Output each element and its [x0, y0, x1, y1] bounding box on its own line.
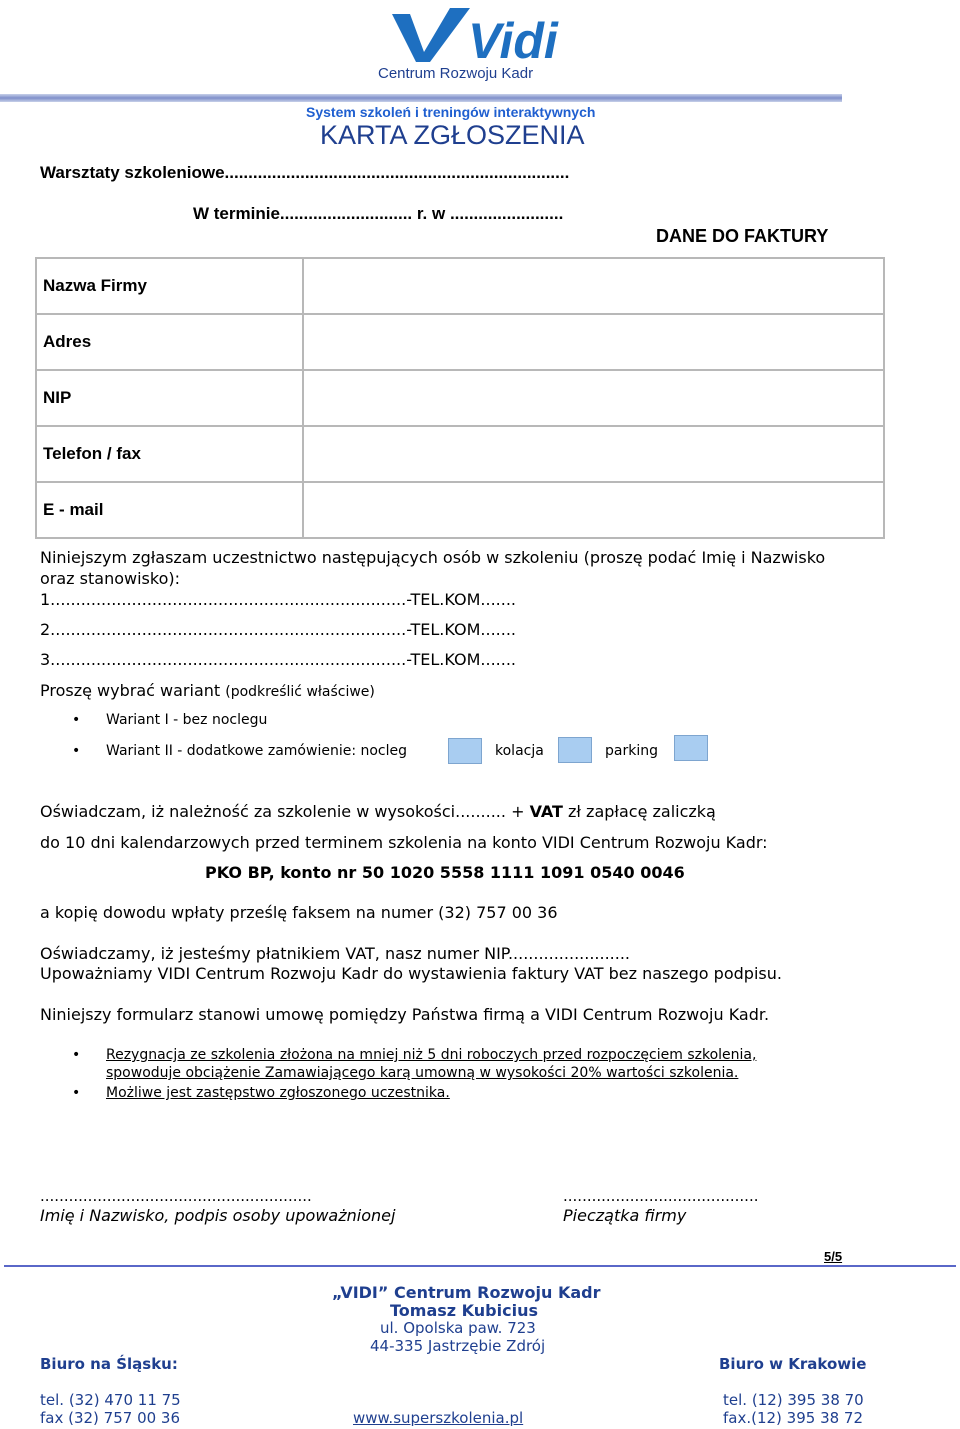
- participant-2-line[interactable]: 2......................................................................-TEL.KOM.......: [40, 620, 516, 639]
- field-label: Nazwa Firmy: [36, 258, 303, 314]
- agreement-note: Niniejszy formularz stanowi umowę pomiędzy Państwa firmą a VIDI Centrum Rozwoju Kadr.: [40, 1005, 770, 1024]
- header-rule: [0, 94, 842, 102]
- vat-statement: Oświadczamy, iż jesteśmy płatnikiem VAT, nasz numer NIP........................: [40, 944, 631, 963]
- footer-company: „VIDI” Centrum Rozwoju Kadr: [332, 1283, 601, 1302]
- footer-right-tel: tel. (12) 395 38 70: [723, 1391, 864, 1409]
- variant-2-option[interactable]: Wariant II - dodatkowe zamówienie: nocleg: [106, 743, 408, 759]
- phone-fax-field[interactable]: [303, 426, 884, 482]
- invoice-title: DANE DO FAKTURY: [656, 226, 829, 246]
- signature-dots[interactable]: .........................................................: [40, 1187, 312, 1205]
- footer-city: 44-335 Jastrzębie Zdrój: [370, 1337, 546, 1355]
- payment-statement-text: Oświadczam, iż należność za szkolenie w wysokości..........: [40, 802, 506, 821]
- footer-left-fax: fax (32) 757 00 36: [40, 1409, 181, 1427]
- table-row: [36, 482, 884, 538]
- payment-statement: [40, 802, 716, 821]
- bullet-icon: •: [72, 1085, 81, 1101]
- payment-plus: +: [511, 802, 530, 821]
- table-row: [36, 370, 884, 426]
- workshops-line: Warsztaty szkoleniowe.........................................................................: [40, 163, 570, 182]
- cancellation-term: Rezygnacja ze szkolenia złożona na mniej niż 5 dni roboczych przed rozpoczęciem szkolenia,: [106, 1047, 757, 1063]
- invoice-authorization: Upoważniamy VIDI Centrum Rozwoju Kadr do wystawienia faktury VAT bez naszego podpisu.: [40, 964, 782, 983]
- field-label: Adres: [36, 314, 303, 370]
- participant-1-line[interactable]: 1......................................................................-TEL.KOM.......: [40, 590, 516, 609]
- address-field[interactable]: [303, 314, 884, 370]
- footer-right-fax: fax.(12) 395 38 72: [723, 1409, 864, 1427]
- vidi-logo: [372, 4, 572, 84]
- table-row: [36, 258, 884, 314]
- bullet-icon: •: [72, 712, 81, 728]
- nip-field[interactable]: [303, 370, 884, 426]
- bank-account: PKO BP, konto nr 50 1020 5558 1111 1091 0540 0046: [205, 863, 685, 882]
- variant-hint: (podkreślić właściwe): [225, 684, 375, 700]
- table-row: [36, 314, 884, 370]
- bullet-icon: •: [72, 743, 81, 759]
- field-label: Telefon / fax: [36, 426, 303, 482]
- payment-deadline: do 10 dni kalendarzowych przed terminem szkolenia na konto VIDI Centrum Rozwoju Kadr:: [40, 833, 768, 852]
- stamp-label: Pieczątka firmy: [563, 1206, 687, 1225]
- kolacja-checkbox[interactable]: [558, 737, 592, 763]
- logo-subtitle: Centrum Rozwoju Kadr: [378, 65, 534, 82]
- footer-rule: [4, 1265, 956, 1267]
- payment-statement-end: zł zapłacę zaliczką: [562, 802, 716, 821]
- registration-text: Niniejszym zgłaszam uczestnictwo następujących osób w szkoleniu (proszę podać Imię i Nazwisko: [40, 548, 826, 567]
- page-number: 5/5: [824, 1249, 843, 1264]
- logo-wordmark: Vidi: [468, 13, 558, 69]
- nocleg-checkbox[interactable]: [448, 738, 482, 764]
- kolacja-label: kolacja: [495, 743, 544, 759]
- table-row: [36, 426, 884, 482]
- variant-prompt-text: Proszę wybrać wariant: [40, 681, 221, 700]
- parking-checkbox[interactable]: [674, 735, 708, 761]
- field-label: NIP: [36, 370, 303, 426]
- footer-left-tel: tel. (32) 470 11 75: [40, 1391, 181, 1409]
- cancellation-term-cont: spowoduje obciążenie Zamawiającego karą umowną w wysokości 20% wartości szkolenia.: [106, 1065, 739, 1081]
- variant-1-option[interactable]: Wariant I - bez noclegu: [106, 712, 268, 728]
- field-label: E - mail: [36, 482, 303, 538]
- registration-text-cont: oraz stanowisko):: [40, 569, 180, 588]
- footer-website-link[interactable]: www.superszkolenia.pl: [353, 1409, 524, 1427]
- stamp-dots[interactable]: .........................................: [563, 1187, 759, 1205]
- bullet-icon: •: [72, 1047, 81, 1063]
- signature-label: Imię i Nazwisko, podpis osoby upoważnionej: [40, 1206, 396, 1225]
- fax-copy-note: a kopię dowodu wpłaty prześlę faksem na numer (32) 757 00 36: [40, 903, 558, 922]
- footer-person: Tomasz Kubicius: [390, 1301, 538, 1320]
- email-field[interactable]: [303, 482, 884, 538]
- company-name-field[interactable]: [303, 258, 884, 314]
- variant-prompt: [40, 681, 375, 700]
- footer-right-office: Biuro w Krakowie: [719, 1355, 867, 1373]
- date-line: W terminie............................ r. w ........................: [193, 204, 564, 223]
- parking-label: parking: [605, 743, 658, 759]
- page-title: KARTA ZGŁOSZENIA: [320, 120, 585, 150]
- invoice-data-table: [35, 257, 885, 539]
- substitution-term: Możliwe jest zastępstwo zgłoszonego uczestnika.: [106, 1085, 450, 1101]
- participant-3-line[interactable]: 3......................................................................-TEL.KOM.......: [40, 650, 516, 669]
- vat-label: VAT: [529, 802, 563, 821]
- footer-street: ul. Opolska paw. 723: [380, 1319, 536, 1337]
- tagline: System szkoleń i treningów interaktywnych: [306, 104, 596, 120]
- footer-left-office: Biuro na Śląsku:: [40, 1355, 178, 1373]
